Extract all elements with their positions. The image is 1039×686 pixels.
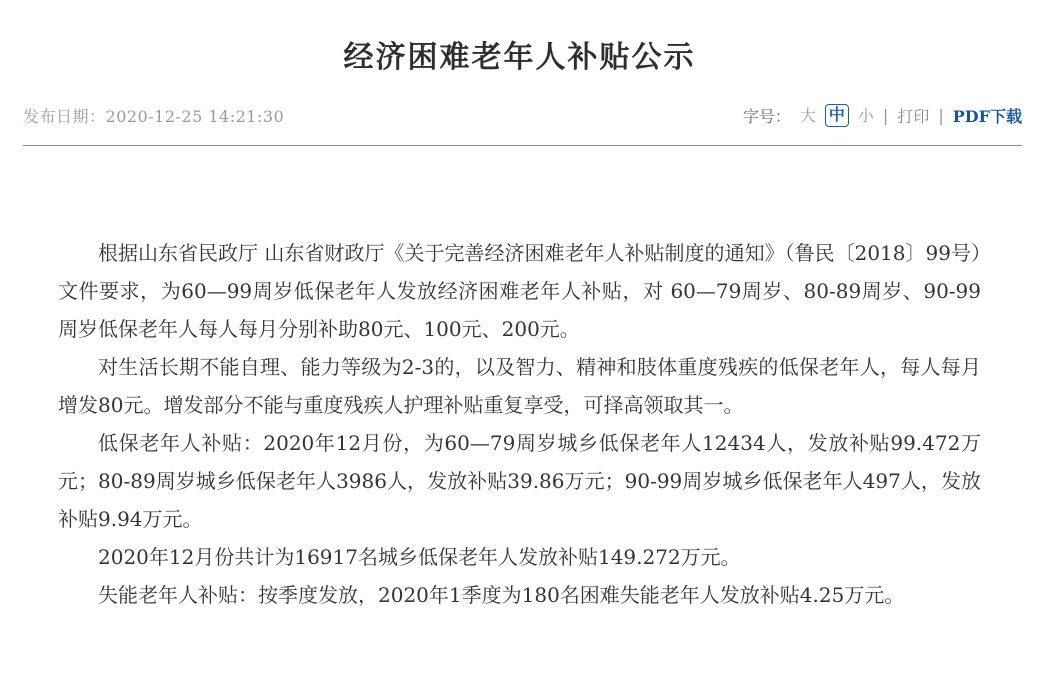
toolbar	[743, 104, 1022, 127]
page-title: 经济困难老年人补贴公示	[343, 41, 696, 74]
font-size-large-button[interactable]: 大	[799, 105, 816, 125]
article-body	[58, 234, 981, 614]
paragraph-3: 低保老年人补贴：2020年12月份，为60—79周岁城乡低保老年人12434人，发放补贴99.472万元；80-89周岁城乡低保老年人3986人，发放补贴39.86万元；90-99周岁城乡低保老年人497人，发放补贴9.94万元。	[58, 431, 981, 531]
notice-page	[0, 32, 1039, 686]
pdf-download-button[interactable]: PDF下载	[952, 107, 1022, 126]
publish-date	[23, 104, 284, 127]
separator: |	[882, 106, 889, 125]
font-size-label: 字号：	[742, 107, 791, 126]
separator: |	[938, 106, 944, 125]
paragraph-5: 失能老年人补贴：按季度发放，2020年1季度为180名困难失能老年人发放补贴4.25万元。	[98, 583, 905, 607]
paragraph-4: 2020年12月份共计为16917名城乡低保老年人发放补贴149.272万元。	[98, 545, 741, 569]
publish-date-label: 发布日期：	[23, 107, 106, 126]
print-button[interactable]: 打印	[897, 107, 930, 126]
font-size-medium-button[interactable]: 中	[825, 104, 849, 127]
paragraph-1: 根据山东省民政厅 山东省财政厅《关于完善经济困难老年人补贴制度的通知》（鲁民〔2018〕99号）文件要求，为60—99周岁低保老年人发放经济困难老年人补贴，对 60—79周岁、80-89周岁、90-99周岁低保老年人每人每月分别补助80元、100元、200元。	[58, 241, 981, 341]
paragraph-2: 对生活长期不能自理、能力等级为2-3的，以及智力、精神和肢体重度残疾的低保老年人，每人每月增发80元。增发部分不能与重度残疾人护理补贴重复享受，可择高领取其一。	[58, 355, 981, 417]
divider	[23, 145, 1022, 146]
font-size-small-button[interactable]: 小	[857, 105, 874, 125]
publish-date-value: 2020-12-25 14:21:30	[105, 107, 285, 126]
meta-bar	[23, 104, 1022, 127]
